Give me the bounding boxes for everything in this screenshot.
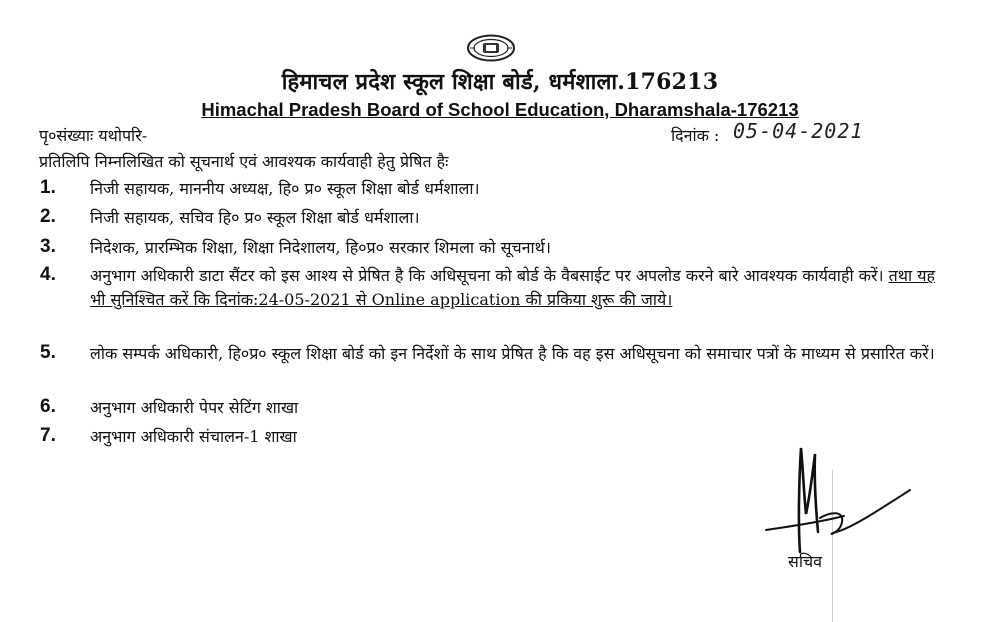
item-number: 7.: [40, 425, 56, 446]
item-text: निदेशक, प्रारम्भिक शिक्षा, शिक्षा निदेशालय, हि०प्र० सरकार शिमला को सूचनार्थ।: [90, 238, 551, 257]
item-text: [90, 264, 945, 312]
copy-intro: प्रतिलिपि निम्नलिखित को सूचनार्थ एवं आवश्यक कार्यवाही हेतु प्रेषित हैः: [39, 152, 449, 171]
item-text: निजी सहायक, माननीय अध्यक्ष, हि० प्र० स्कूल शिक्षा बोर्ड धर्मशाला।: [90, 179, 480, 198]
board-title-english: Himachal Pradesh Board of School Education, Dharamshala-176213: [201, 99, 799, 120]
date-value: 05-04-2021: [733, 119, 864, 143]
item-number: 3.: [40, 236, 56, 257]
item-text: अनुभाग अधिकारी संचालन-1 शाखा: [90, 427, 297, 446]
signatory-title: सचिव: [788, 552, 823, 571]
reference-number: पृ०संख्याः यथोपरि-: [39, 126, 148, 145]
item-text-main: अनुभाग अधिकारी डाटा सैंटर को इस आश्य से प्रेषित है कि अधिसूचना को बोर्ड के वैबसाईट पर अपलोड करने बारे आवश्यक कार्यवाही करें।: [90, 266, 884, 285]
item-number: 5.: [40, 342, 56, 363]
item-text: निजी सहायक, सचिव हि० प्र० स्कूल शिक्षा बोर्ड धर्मशाला।: [90, 208, 420, 227]
handwritten-signature: [748, 440, 918, 560]
item-number: 1.: [40, 177, 56, 198]
board-title-hindi: हिमाचल प्रदेश स्कूल शिक्षा बोर्ड, धर्मशाला.176213: [281, 69, 719, 95]
item-number: 4.: [40, 264, 56, 285]
date-label: दिनांक :: [671, 126, 720, 145]
item-number: 6.: [40, 396, 56, 417]
board-emblem-icon: [466, 34, 516, 62]
item-text: अनुभाग अधिकारी पेपर सेटिंग शाखा: [90, 398, 299, 417]
item-text-underlined: तथा यह भी सुनिश्चित करें कि दिनांक:24-05-2021 से Online application की प्रकिया शुरू की जाये।: [90, 266, 936, 309]
item-text: लोक सम्पर्क अधिकारी, हि०प्र० स्कूल शिक्षा बोर्ड को इन निर्देशों के साथ प्रेषित है कि वह इस अधिसूचना को समाचार पत्रों के माध्यम से प्रसारित करें।: [90, 344, 935, 363]
item-number: 2.: [40, 206, 56, 227]
